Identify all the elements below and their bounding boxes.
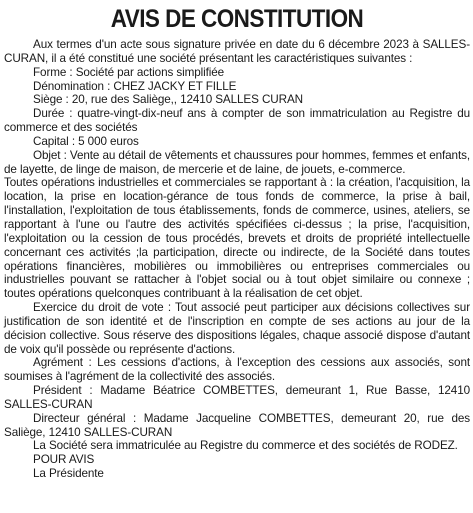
denomination-line: Dénomination : CHEZ JACKY ET FILLE <box>33 79 237 93</box>
notice-body <box>4 38 470 481</box>
operations-paragraph: Toutes opérations industrielles et commerciales se rapportant à : la création, l'acquisition, la location, la prise en location-gérance de tous fonds de commerce, la prise à bail, l'installation, l'exploitation de tous établissements, fonds de commerce, usines, ateliers, se rapportant à l'une ou l'autre des activités spécifiées ci-dessus ; la prise, l'acquisition, l'exploitation ou la cession de tous procédés, brevets et droits de propriété intellectuelle concernant ces activités ;la participation, directe ou indirecte, de la Société dans toutes opérations financières, mobilières ou immobilières ou entreprises commerciales ou industrielles pouvant se rattacher à l'objet social ou à tout objet similaire ou connexe ; toutes opérations quelconques contribuant à la réalisation de cet objet. <box>4 176 470 301</box>
approval-paragraph: Agrément : Les cessions d'actions, à l'exception des cessions aux associés, sont soumises à l'agrément de la collectivité des associés. <box>4 356 470 384</box>
signatory-line: La Présidente <box>33 467 104 481</box>
duration-paragraph: Durée : quatre-vingt-dix-neuf ans à compter de son immatriculation au Registre du commerce et des sociétés <box>4 107 470 135</box>
form-line: Forme : Société par actions simplifiée <box>33 65 225 79</box>
pour-avis-line: POUR AVIS <box>33 453 95 467</box>
voting-rights-paragraph: Exercice du droit de vote : Tout associé peut participer aux décisions collectives sur justification de son identité et de l'inscription en compte de ses actions au jour de la décision collective. Sous réserve des dispositions légales, chaque associé dispose d'autant de voix qu'il possède ou représente d'actions. <box>4 301 470 356</box>
object-paragraph: Objet : Vente au détail de vêtements et chaussures pour hommes, femmes et enfants, de layette, de linge de maison, de mercerie et de laine, de jouets, e-commerce. <box>4 148 470 176</box>
notice-title: AVIS DE CONSTITUTION <box>110 5 364 33</box>
general-director-paragraph: Directeur général : Madame Jacqueline COMBETTES, demeurant 20, rue des Saliège, 12410 SALLES-CURAN <box>4 411 470 439</box>
headquarters-line: Siège : 20, rue des Saliège,, 12410 SALLES CURAN <box>33 93 304 107</box>
capital-line: Capital : 5 000 euros <box>33 134 139 148</box>
registration-line: La Société sera immatriculée au Registre du commerce et des sociétés de RODEZ. <box>33 439 458 453</box>
intro-paragraph: Aux termes d'un acte sous signature privée en date du 6 décembre 2023 à SALLES-CURAN, il a été constitué une société présentant les caractéristiques suivantes : <box>4 38 470 65</box>
president-paragraph: Président : Madame Béatrice COMBETTES, demeurant 1, Rue Basse, 12410 SALLES-CURAN <box>4 384 470 411</box>
